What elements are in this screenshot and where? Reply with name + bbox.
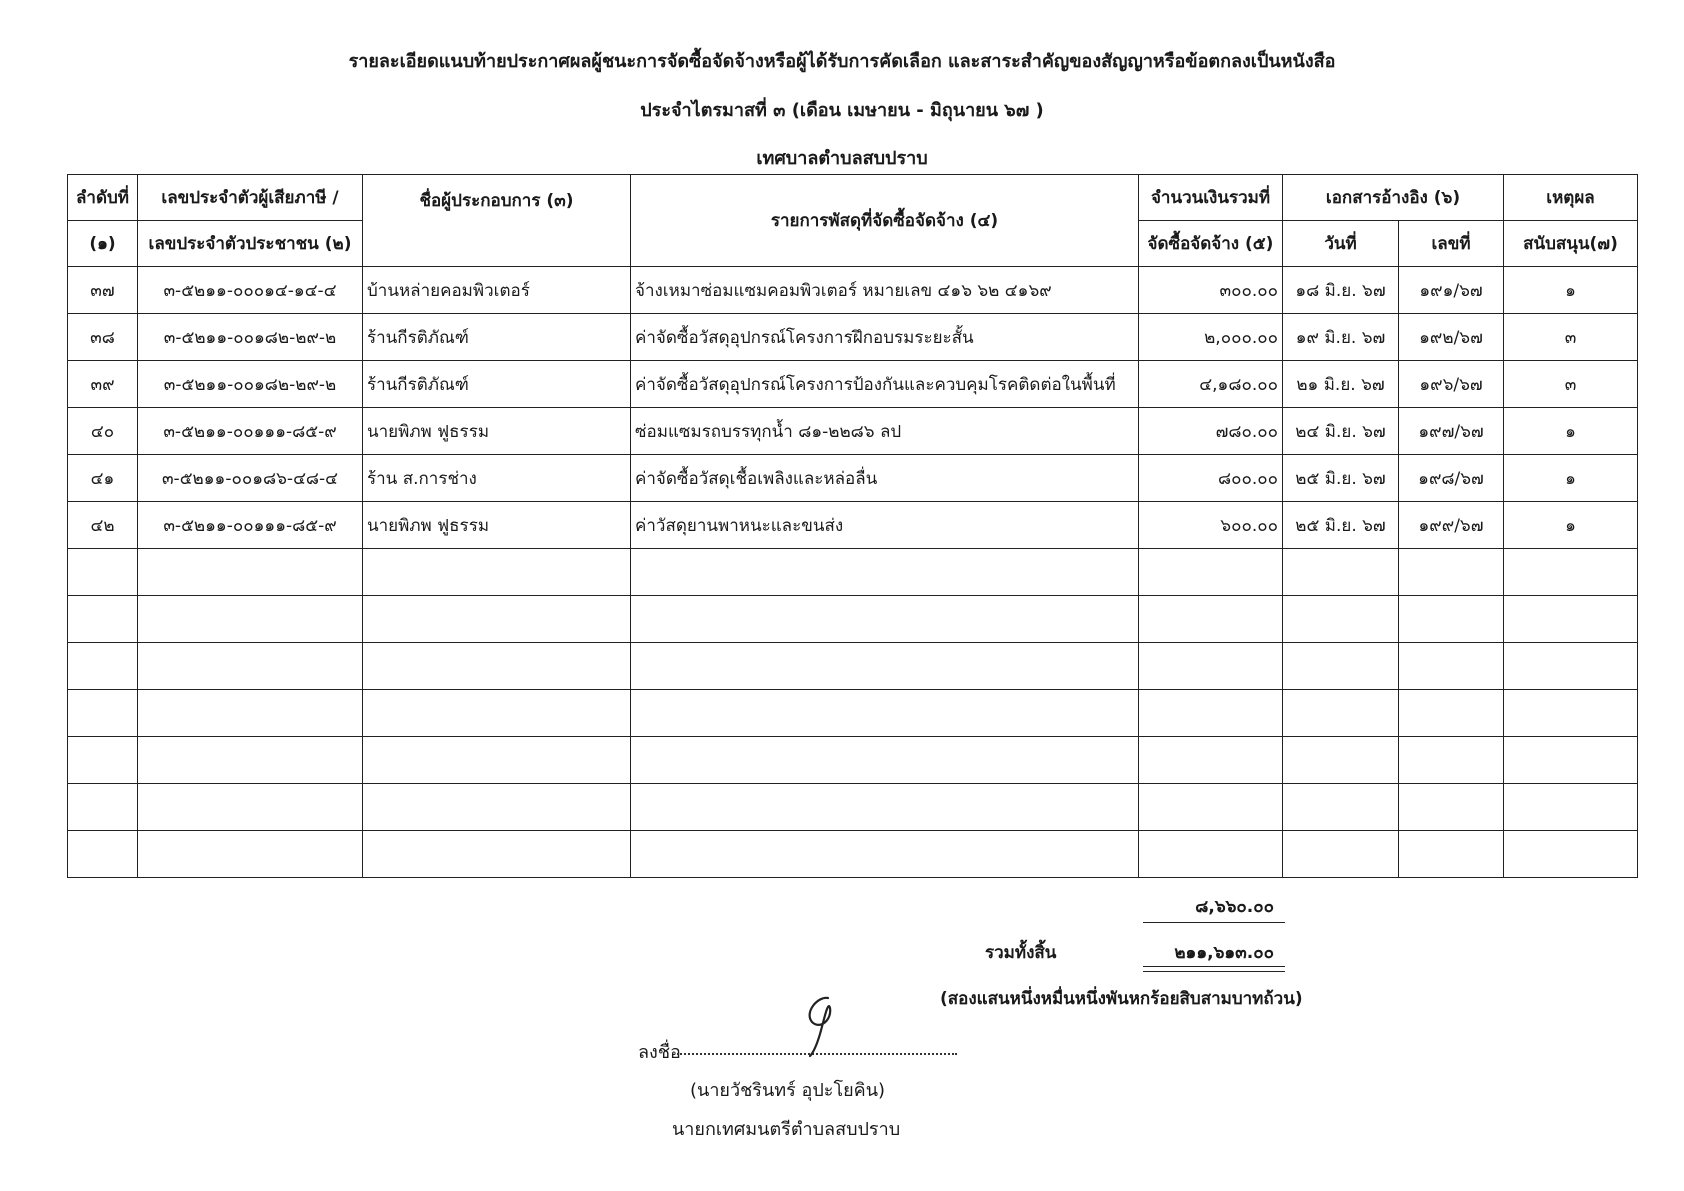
empty-cell [68,737,138,784]
table-row [68,361,1638,408]
empty-cell [68,784,138,831]
cell-taxid: ๓-๕๒๑๑-๐๐๑๘๒-๒๙-๒ [138,314,363,361]
empty-table-row [68,549,1638,596]
cell-ref-no: ๑๙๘/๖๗ [1399,455,1504,502]
cell-no: ๔๑ [68,455,138,502]
header-taxid: เลขประจำตัวผู้เสียภาษี / [138,175,363,221]
cell-date: ๑๙ มิ.ย. ๖๗ [1283,314,1399,361]
table-row [68,314,1638,361]
header-reason: เหตุผล [1504,175,1638,221]
cell-date: ๒๕ มิ.ย. ๖๗ [1283,502,1399,549]
cell-reason: ๑ [1504,408,1638,455]
empty-cell [68,596,138,643]
empty-cell [363,596,631,643]
empty-cell [1283,784,1399,831]
cell-ref-no: ๑๙๗/๖๗ [1399,408,1504,455]
empty-cell [1139,784,1283,831]
empty-table-row [68,690,1638,737]
cell-vendor: นายพิภพ ฟูธรรม [363,502,631,549]
header-taxid-sub: เลขประจำตัวประชาชน (๒) [138,221,363,267]
empty-cell [1504,831,1638,878]
cell-reason: ๓ [1504,314,1638,361]
empty-cell [363,831,631,878]
organization-name: เทศบาลตำบลสบปราบ [756,148,928,169]
table-row [68,408,1638,455]
cell-amount: ๖๐๐.๐๐ [1139,502,1283,549]
signature-scribble [790,990,850,1060]
header-ref-no: เลขที่ [1399,221,1504,267]
cell-amount: ๔,๑๘๐.๐๐ [1139,361,1283,408]
empty-cell [1504,737,1638,784]
procurement-table [67,174,1638,878]
empty-cell [1504,549,1638,596]
empty-cell [631,831,1139,878]
header-order: ลำดับที่ [68,175,138,221]
empty-table-row [68,596,1638,643]
signer-name: (นายวัชรินทร์ อุปะโยคิน) [690,1080,886,1101]
empty-cell [363,690,631,737]
empty-cell [1504,643,1638,690]
table-row [68,455,1638,502]
empty-cell [631,643,1139,690]
cell-item: ซ่อมแซมรถบรรทุกน้ำ ๘๑-๒๒๘๖ ลป [631,408,1139,455]
grand-total-double-underline [1143,971,1285,972]
cell-amount: ๗๘๐.๐๐ [1139,408,1283,455]
empty-cell [138,596,363,643]
cell-ref-no: ๑๙๒/๖๗ [1399,314,1504,361]
cell-vendor: ร้าน ส.การช่าง [363,455,631,502]
cell-no: ๓๗ [68,267,138,314]
table-row [68,502,1638,549]
cell-taxid: ๓-๕๒๑๑-๐๐๑๘๒-๒๙-๒ [138,361,363,408]
cell-date: ๒๕ มิ.ย. ๖๗ [1283,455,1399,502]
cell-amount: ๘๐๐.๐๐ [1139,455,1283,502]
cell-taxid: ๓-๕๒๑๑-๐๐๑๑๑-๘๕-๙ [138,408,363,455]
signer-position: นายกเทศมนตรีตำบลสบปราบ [672,1119,901,1140]
empty-cell [1399,784,1504,831]
empty-cell [1139,643,1283,690]
cell-reason: ๑ [1504,267,1638,314]
cell-date: ๑๘ มิ.ย. ๖๗ [1283,267,1399,314]
sign-label: ลงชื่อ [638,1042,681,1063]
cell-vendor: นายพิภพ ฟูธรรม [363,408,631,455]
subtotal-amount: ๘,๖๖๐.๐๐ [1195,897,1274,917]
empty-cell [138,549,363,596]
empty-cell [631,690,1139,737]
cell-vendor: ร้านกีรติภัณฑ์ [363,314,631,361]
document-period: ประจำไตรมาสที่ ๓ (เดือน เมษายน - มิถุนายน ๖๗ ) [640,100,1044,121]
empty-cell [631,549,1139,596]
document-title: รายละเอียดแนบท้ายประกาศผลผู้ชนะการจัดซื้อจัดจ้างหรือผู้ได้รับการคัดเลือก และสาระสำคัญของสัญญาหรือข้อตกลงเป็นหนังสือ [348,51,1336,72]
grand-total-double-underline [1143,966,1285,967]
cell-vendor: ร้านกีรติภัณฑ์ [363,361,631,408]
empty-table-row [68,831,1638,878]
cell-amount: ๒,๐๐๐.๐๐ [1139,314,1283,361]
empty-cell [631,784,1139,831]
cell-no: ๓๘ [68,314,138,361]
header-reason-sub: สนับสนุน(๗) [1504,221,1638,267]
empty-rows [68,549,1638,878]
empty-table-row [68,643,1638,690]
amount-in-words: (สองแสนหนึ่งหมื่นหนึ่งพันหกร้อยสิบสามบาทถ้วน) [940,989,1303,1009]
empty-cell [1504,596,1638,643]
empty-cell [1283,596,1399,643]
empty-cell [1399,596,1504,643]
header-vendor: ชื่อผู้ประกอบการ (๓) [363,175,631,267]
cell-item: ค่าวัสดุยานพาหนะและขนส่ง [631,502,1139,549]
empty-cell [1139,549,1283,596]
empty-cell [1504,690,1638,737]
cell-amount: ๓๐๐.๐๐ [1139,267,1283,314]
empty-cell [1283,549,1399,596]
header-order-sub: (๑) [68,221,138,267]
table-row [68,267,1638,314]
cell-date: ๒๑ มิ.ย. ๖๗ [1283,361,1399,408]
empty-cell [68,690,138,737]
empty-cell [1139,737,1283,784]
cell-reason: ๑ [1504,455,1638,502]
cell-reason: ๑ [1504,502,1638,549]
empty-cell [138,737,363,784]
empty-cell [138,690,363,737]
subtotal-underline [1143,922,1285,923]
cell-no: ๔๒ [68,502,138,549]
header-amount-sub: จัดซื้อจัดจ้าง (๕) [1139,221,1283,267]
cell-item: ค่าจัดซื้อวัสดุเชื้อเพลิงและหล่อลื่น [631,455,1139,502]
empty-cell [1283,737,1399,784]
header-reference: เอกสารอ้างอิง (๖) [1283,175,1504,221]
grand-total-label: รวมทั้งสิ้น [985,943,1057,963]
cell-date: ๒๔ มิ.ย. ๖๗ [1283,408,1399,455]
empty-cell [363,549,631,596]
empty-cell [1399,549,1504,596]
cell-no: ๓๙ [68,361,138,408]
empty-cell [1283,690,1399,737]
cell-item: จ้างเหมาซ่อมแซมคอมพิวเตอร์ หมายเลข ๔๑๖ ๖๒ ๔๑๖๙ [631,267,1139,314]
empty-cell [1139,596,1283,643]
empty-cell [631,596,1139,643]
empty-cell [363,737,631,784]
empty-cell [138,784,363,831]
cell-vendor: บ้านหล่ายคอมพิวเตอร์ [363,267,631,314]
header-amount: จำนวนเงินรวมที่ [1139,175,1283,221]
cell-item: ค่าจัดซื้อวัสดุอุปกรณ์โครงการป้องกันและควบคุมโรคติดต่อในพื้นที่ [631,361,1139,408]
empty-cell [138,643,363,690]
cell-ref-no: ๑๙๑/๖๗ [1399,267,1504,314]
cell-no: ๔๐ [68,408,138,455]
empty-cell [1399,643,1504,690]
cell-reason: ๓ [1504,361,1638,408]
empty-cell [1504,784,1638,831]
empty-cell [1283,831,1399,878]
empty-cell [1399,690,1504,737]
empty-cell [1139,831,1283,878]
header-item: รายการพัสดุที่จัดซื้อจัดจ้าง (๔) [631,175,1139,267]
cell-ref-no: ๑๙๖/๖๗ [1399,361,1504,408]
empty-cell [1139,690,1283,737]
empty-cell [363,784,631,831]
cell-ref-no: ๑๙๙/๖๗ [1399,502,1504,549]
cell-item: ค่าจัดซื้อวัสดุอุปกรณ์โครงการฝึกอบรมระยะสั้น [631,314,1139,361]
grand-total-amount: ๒๑๑,๖๑๓.๐๐ [1174,943,1274,963]
cell-taxid: ๓-๕๒๑๑-๐๐๑๘๖-๔๘-๔ [138,455,363,502]
empty-cell [363,643,631,690]
empty-cell [631,737,1139,784]
empty-cell [68,549,138,596]
cell-taxid: ๓-๕๒๑๑-๐๐๑๑๑-๘๕-๙ [138,502,363,549]
empty-cell [1283,643,1399,690]
empty-cell [1399,831,1504,878]
header-ref-date: วันที่ [1283,221,1399,267]
empty-table-row [68,784,1638,831]
empty-cell [68,643,138,690]
empty-table-row [68,737,1638,784]
empty-cell [138,831,363,878]
empty-cell [68,831,138,878]
empty-cell [1399,737,1504,784]
cell-taxid: ๓-๕๒๑๑-๐๐๐๑๔-๑๔-๔ [138,267,363,314]
